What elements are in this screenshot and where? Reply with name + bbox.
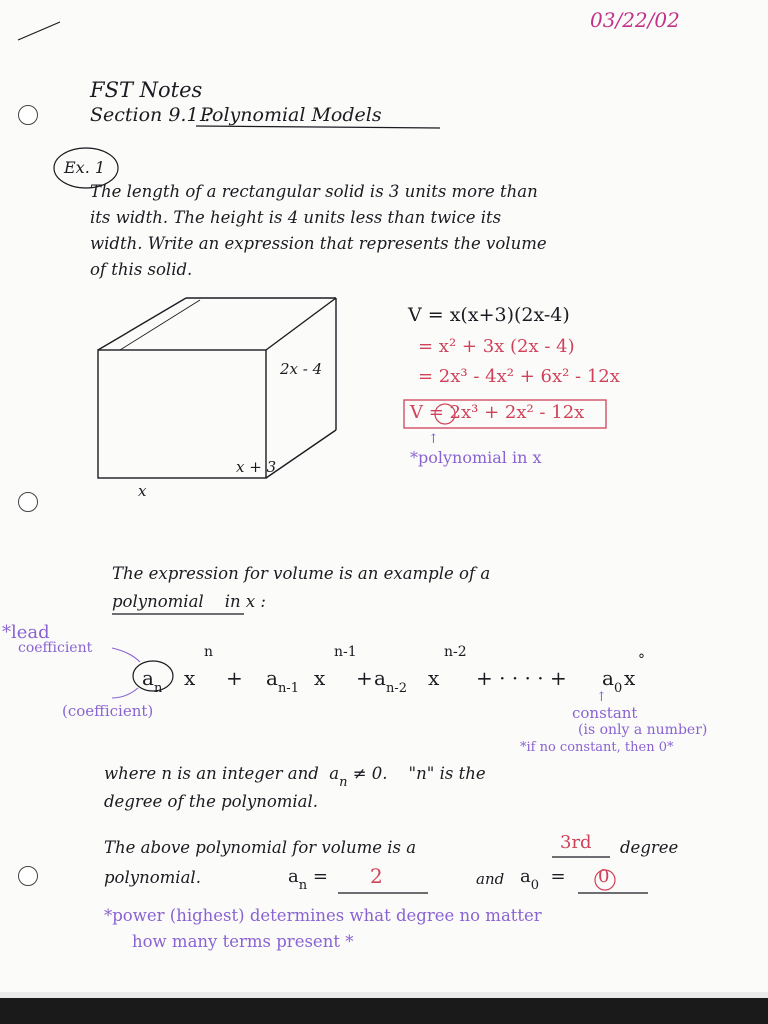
an-value: 2 xyxy=(370,864,383,888)
an-1-coefficient: $a_{n-1}$ xyxy=(266,666,299,696)
polynomial-in-x-note: *polynomial in x xyxy=(410,448,542,467)
x-power-n-2: x xyxy=(428,666,440,690)
answer-expression xyxy=(410,402,584,423)
example-label: Ex. 1 xyxy=(64,158,106,177)
an-2-coefficient: $a_{n-2}$ xyxy=(374,666,407,696)
coefficient-bottom-annotation: (coefficient) xyxy=(62,702,154,720)
degree-word: degree xyxy=(620,838,679,857)
degree-fill: 3rd xyxy=(560,832,592,853)
solid-edge-bottom-right xyxy=(266,430,336,478)
conditions-line-1: where n is an integer and $a_n \ne 0$. "n" is the xyxy=(104,764,486,790)
x-power-n-1: x xyxy=(314,666,326,690)
plus-2: + xyxy=(356,666,373,690)
answer-coefficient: 2 xyxy=(449,402,461,423)
exponent-n-1: n-1 xyxy=(334,644,357,660)
problem-line-1: The length of a rectangular solid is 3 units more than xyxy=(90,182,538,201)
x-power-0: x xyxy=(624,666,636,690)
work-line-2: = x² + 3x (2x - 4) xyxy=(418,336,575,357)
x-power-n: x xyxy=(184,666,196,690)
a0-coefficient: $a_0$ xyxy=(602,666,623,696)
exponent-0: ° xyxy=(638,652,645,668)
power-note-line-1: *power (highest) determines what degree no matter xyxy=(104,906,542,925)
definition-line: The expression for volume is an example of a xyxy=(112,564,491,583)
answer-rest: x³ + 2x² - 12x xyxy=(461,402,585,423)
no-constant-annotation: *if no constant, then 0* xyxy=(520,740,674,755)
answer-v: V = xyxy=(410,402,444,423)
arrow-to-polynomial: ↑ xyxy=(428,432,439,447)
conditions-an-sub: n xyxy=(339,775,348,790)
rectangular-solid xyxy=(98,298,336,478)
an-coefficient: $a_n$ xyxy=(142,666,163,696)
arrow-coefficient-top xyxy=(112,648,140,662)
width-label: x xyxy=(138,482,147,500)
scan-edge-light xyxy=(0,992,768,998)
ellipsis-terms: + · · · · + xyxy=(476,666,567,690)
power-note-line-2: how many terms present * xyxy=(132,932,354,951)
problem-line-4: of this solid. xyxy=(90,260,193,279)
height-label: 2x - 4 xyxy=(280,360,323,378)
arrow-coefficient-bottom xyxy=(112,688,138,698)
coefficient-top-annotation: coefficient xyxy=(18,640,93,656)
polynomial-term-rest: in x : xyxy=(224,592,266,611)
arrow-to-constant: ↑ xyxy=(596,690,607,705)
only-number-annotation: (is only a number) xyxy=(578,722,708,738)
conditions-line-2: degree of the polynomial. xyxy=(104,792,319,811)
polynomial-term: polynomial xyxy=(112,592,204,611)
exponent-n-2: n-2 xyxy=(444,644,467,660)
length-label: x + 3 xyxy=(236,458,277,476)
problem-line-2: its width. The height is 4 units less than twice its xyxy=(90,208,502,227)
date: 03/22/02 xyxy=(590,8,680,32)
topic-underline xyxy=(196,126,440,128)
conditions-part-b: ≠ 0. xyxy=(352,764,388,783)
section-topic: Polynomial Models xyxy=(200,104,382,126)
corner-mark xyxy=(18,22,60,40)
and-word: and xyxy=(476,870,505,888)
definition-term xyxy=(112,592,266,611)
conditions-part-a: where n is an integer and xyxy=(104,764,319,783)
solid-edge-top-right xyxy=(266,298,336,350)
work-line-1: V = x(x+3)(2x-4) xyxy=(408,304,570,326)
lead-annotation: *lead xyxy=(2,622,50,643)
conclusion-line-1: The above polynomial for volume is a xyxy=(104,838,417,857)
plus-1: + xyxy=(226,666,243,690)
a0-value: 0 xyxy=(598,866,610,887)
section-label: Section 9.1 : xyxy=(90,104,211,126)
problem-line-3: width. Write an expression that represents the volume xyxy=(90,234,547,253)
notes-title: FST Notes xyxy=(90,78,203,102)
solid-edge-inner xyxy=(120,300,200,350)
conditions-part-c: "n" is the xyxy=(408,764,486,783)
constant-annotation: constant xyxy=(572,704,638,722)
an-equals: $a_n$ = xyxy=(288,866,328,893)
exponent-n: n xyxy=(204,644,214,660)
conclusion-line-2: polynomial. xyxy=(104,868,201,887)
solid-edge-top-left xyxy=(98,298,186,350)
work-line-3: = 2x³ - 4x² + 6x² - 12x xyxy=(418,366,620,387)
a0-equals: $a_0$ = xyxy=(520,866,566,893)
